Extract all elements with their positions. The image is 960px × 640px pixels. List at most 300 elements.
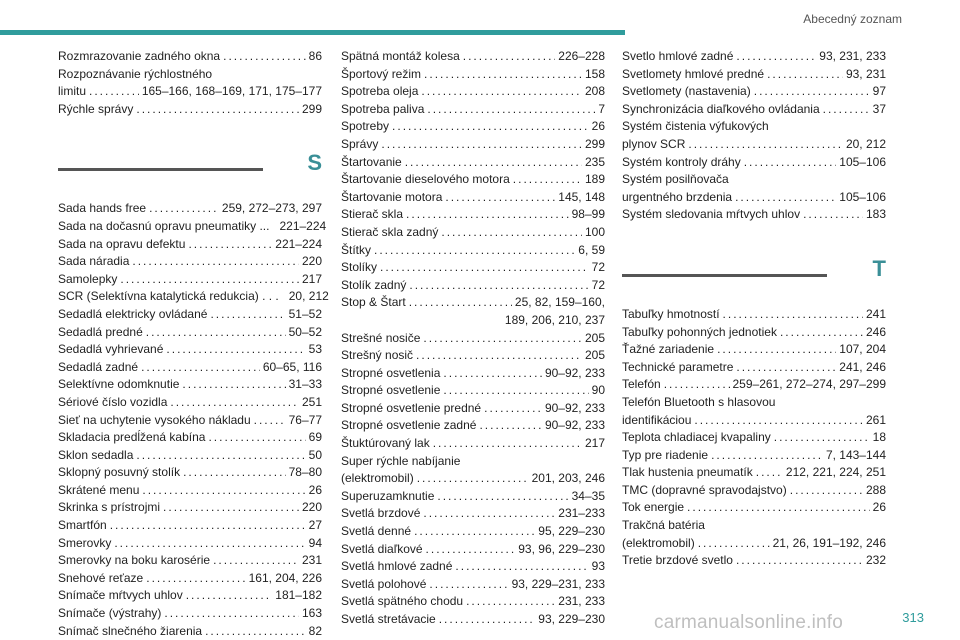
index-entry-pages: 205 <box>584 330 605 345</box>
index-entry-pages: 90 <box>591 383 605 398</box>
index-entry-row <box>58 218 327 236</box>
index-entry-pages: 93, 231, 233 <box>819 49 886 63</box>
dot-leader <box>186 587 273 605</box>
index-entry-label: Sklopný posuvný stolík <box>58 465 181 480</box>
index-entry-line: Systém posilňovača <box>622 172 729 187</box>
index-entry <box>58 394 322 412</box>
index-entry-label: Superuzamknutie <box>341 488 435 503</box>
index-entry-row <box>58 236 322 254</box>
dot-leader <box>426 541 516 559</box>
index-entry-label: Sada na opravu defektu <box>58 236 186 251</box>
index-entry-label: Stropné osvetlenia <box>341 365 441 380</box>
index-entry-label: Správy <box>341 136 379 151</box>
index-entry-pages: 26 <box>308 482 322 497</box>
index-entry-pages: 231 <box>301 553 322 568</box>
index-entry <box>341 136 605 154</box>
index-entry-label: Svetlomety (nastavenia) <box>622 84 751 99</box>
index-entry-pages: 90–92, 233 <box>544 418 605 433</box>
index-entry <box>341 382 605 400</box>
dot-leader <box>374 242 575 260</box>
index-entry-pages: 93, 229–230 <box>538 612 605 626</box>
index-entry <box>58 271 322 289</box>
index-entry-pages: 158 <box>584 66 605 81</box>
index-entry <box>341 330 605 348</box>
index-entry-row <box>341 488 605 506</box>
index-entry-pages: 299 <box>301 101 322 116</box>
index-entry-row <box>58 376 322 394</box>
dot-leader <box>141 359 260 377</box>
index-entry-pages: 31–33 <box>288 377 322 392</box>
index-entry-pages: 189 <box>584 172 605 187</box>
index-entry-row <box>58 447 322 465</box>
index-entry-pages: 69 <box>308 430 322 445</box>
index-entry-label: Svetlá brzdové <box>341 506 421 521</box>
index-entry <box>58 552 322 570</box>
index-entry-label: Stierač skla <box>341 207 404 222</box>
index-entry <box>622 171 886 206</box>
index-entry-row <box>341 206 605 224</box>
index-entry-pages: 212, 221, 224, 251 <box>785 465 886 480</box>
index-entry-row <box>341 101 605 119</box>
index-entry-row <box>58 359 322 377</box>
index-entry-label: Tok energie <box>622 500 685 515</box>
index-entry <box>58 341 322 359</box>
dot-leader <box>790 482 863 500</box>
index-entry-row <box>622 306 886 324</box>
index-entry <box>622 447 886 465</box>
index-entry <box>58 570 322 588</box>
index-entry-row <box>622 499 886 517</box>
index-entry-pages: 7 <box>598 101 605 116</box>
index-entry <box>58 306 322 324</box>
index-entry <box>341 505 605 523</box>
index-entry-pages: 50 <box>308 447 322 462</box>
index-entry-pages: 72 <box>591 277 605 292</box>
index-entry-pages: 165–166, 168–169, 171, 175–177 <box>141 84 322 99</box>
index-entry-row <box>341 400 605 418</box>
dot-leader <box>146 570 245 588</box>
dot-leader <box>254 412 286 430</box>
index-entry-pages: 232 <box>865 553 886 568</box>
index-entry-row <box>58 605 322 623</box>
index-entry <box>341 541 605 559</box>
letter-label: S <box>307 150 322 176</box>
index-entry-label: Sada hands free <box>58 201 147 216</box>
dot-leader <box>756 464 783 482</box>
index-entry <box>622 206 886 224</box>
index-entry-pages: 261 <box>865 412 886 427</box>
index-entry <box>58 288 329 306</box>
index-entry-label: Sériové číslo vozidla <box>58 394 168 409</box>
index-entry-row <box>622 376 886 394</box>
index-entry-label: Rozmrazovanie zadného okna <box>58 49 221 63</box>
index-entry-pages: 93 <box>591 559 605 574</box>
index-entry-row <box>341 136 605 154</box>
index-entry-pages: 7, 143–144 <box>825 447 886 462</box>
index-entry-pages: 299 <box>584 136 605 151</box>
top-accent-bar <box>0 30 625 35</box>
index-entry <box>341 294 605 329</box>
index-entry-pages: 20, 212 <box>845 136 886 151</box>
index-entry-row <box>58 517 322 535</box>
dot-leader <box>416 347 582 365</box>
index-entry-label: Smerovky na boku karosérie <box>58 553 211 568</box>
index-entry-row <box>341 242 605 260</box>
index-entry <box>341 83 605 101</box>
dot-leader <box>427 101 595 119</box>
index-entry-pages: 161, 204, 226 <box>248 570 322 585</box>
dot-leader <box>711 447 823 465</box>
index-entry-pages: 107, 204 <box>839 342 886 357</box>
index-entry-pages: 217 <box>301 271 322 286</box>
index-entry-label: SCR (Selektívna katalytická redukcia) . . . <box>58 289 279 304</box>
index-entry <box>58 447 322 465</box>
index-entry-label: urgentného brzdenia <box>622 189 733 204</box>
index-entry-row <box>341 435 605 453</box>
index-column-1 <box>58 48 329 640</box>
index-entry <box>341 118 605 136</box>
dot-leader <box>717 341 836 359</box>
index-entry <box>58 359 322 377</box>
index-column-2 <box>341 48 605 629</box>
dot-leader <box>188 236 272 254</box>
index-entry <box>58 535 322 553</box>
index-entry-pages: 163 <box>301 606 322 621</box>
dot-leader <box>479 417 542 435</box>
index-entry-pages: 220 <box>301 500 322 515</box>
index-entry-pages: 259–261, 272–274, 297–299 <box>732 377 886 392</box>
index-entry <box>341 206 605 224</box>
index-entry-pages: 25, 82, 159–160, <box>514 295 605 310</box>
index-entry-label: Spotreba oleja <box>341 84 419 99</box>
index-entry-pages: 27 <box>308 518 322 533</box>
index-entry-label: Typ pre riadenie <box>622 447 709 462</box>
index-entry-label: Tabuľky hmotností <box>622 306 720 321</box>
index-entry <box>341 435 605 453</box>
index-entry-row <box>341 382 605 400</box>
dot-leader <box>409 277 588 295</box>
index-entry-row <box>622 206 886 224</box>
dot-leader <box>694 412 863 430</box>
index-entry-row <box>341 505 605 523</box>
index-entry <box>622 482 886 500</box>
index-entry-label: (elektromobil) <box>622 535 695 550</box>
index-entry-line: Telefón Bluetooth s hlasovou <box>622 394 776 409</box>
index-entry-row <box>341 558 605 576</box>
dot-leader <box>687 499 870 517</box>
index-entry-pages: 100 <box>584 224 605 239</box>
dot-leader <box>736 359 836 377</box>
index-entry-row <box>58 324 322 342</box>
index-entry-row <box>622 101 886 119</box>
index-entry-row <box>341 523 605 541</box>
index-entry-pages: 231, 233 <box>558 594 605 609</box>
index-entry-pages: 183 <box>865 207 886 222</box>
index-entry-label: Svetlomety hmlové predné <box>622 66 765 81</box>
index-entry-pages: 60–65, 116 <box>262 359 322 374</box>
index-entry-pages: 26 <box>591 119 605 134</box>
index-entry-label: Tlak hustenia pneumatík <box>622 465 753 480</box>
index-entry-label: Systém kontroly dráhy <box>622 154 741 169</box>
index-entry-pages: 226–228 <box>558 49 605 63</box>
index-entry <box>341 523 605 541</box>
dot-leader <box>166 341 305 359</box>
index-entry <box>622 376 886 394</box>
index-entry-row <box>58 271 322 289</box>
dot-leader <box>89 83 139 101</box>
index-entry-row <box>58 552 322 570</box>
index-entry-row <box>341 541 605 559</box>
index-entry-row <box>58 464 322 482</box>
index-entry-label: Svetlá hmlové zadné <box>341 559 453 574</box>
index-entry-pages: 37 <box>872 101 886 116</box>
index-entry-pages: 90–92, 233 <box>544 365 605 380</box>
index-entry-row <box>341 417 605 435</box>
index-entry-label: limitu <box>58 84 87 99</box>
section-title: Abecedný zoznam <box>803 12 902 26</box>
index-entry-pages: 53 <box>308 342 322 357</box>
index-entry-pages: 98–99 <box>571 207 605 222</box>
letter-heading <box>622 254 886 294</box>
letter-heading <box>58 148 322 188</box>
index-entry-label: Snehové reťaze <box>58 570 144 585</box>
index-entry <box>341 400 605 418</box>
dot-leader <box>417 470 529 488</box>
index-entry-pages: 93, 96, 229–230 <box>518 541 605 556</box>
index-entry-row <box>58 341 322 359</box>
dot-leader <box>437 488 568 506</box>
dot-leader <box>735 189 836 207</box>
index-entry-pages: 76–77 <box>288 412 322 427</box>
index-entry <box>341 242 605 260</box>
index-entry-label: Smerovky <box>58 535 112 550</box>
index-entry <box>622 499 886 517</box>
index-entry-label: Stropné osvetlenie predné <box>341 400 482 415</box>
index-entry <box>622 66 886 84</box>
index-entry-pages: 205 <box>584 348 605 363</box>
index-entry-pages: 93, 229–231, 233 <box>511 576 605 591</box>
index-entry-row <box>58 499 322 517</box>
index-entry-pages: 288 <box>865 482 886 497</box>
index-entry-row <box>622 482 886 500</box>
index-entry-row <box>341 259 605 277</box>
index-entry-row <box>58 587 322 605</box>
index-entry <box>622 48 886 66</box>
index-entry <box>622 429 886 447</box>
index-entry-label: Svetlá denné <box>341 524 412 539</box>
index-entry <box>341 453 605 488</box>
index-entry-label: Štartovanie dieselového motora <box>341 172 510 187</box>
index-entry-label: TMC (dopravné spravodajstvo) <box>622 482 787 497</box>
index-entry <box>341 347 605 365</box>
index-entry-row <box>341 224 605 242</box>
index-entry-row <box>341 83 605 101</box>
index-entry-pages: 50–52 <box>288 324 322 339</box>
dot-leader <box>754 83 870 101</box>
index-entry-row <box>622 324 886 342</box>
index-entry-row <box>622 429 886 447</box>
index-entry-row <box>341 294 605 312</box>
index-entry-label: Technické parametre <box>622 359 734 374</box>
index-entry-row <box>341 48 605 66</box>
dot-leader <box>823 101 870 119</box>
index-entry-label: Štuktúrovaný lak <box>341 436 430 451</box>
index-entry-pages: 6, 59 <box>578 242 605 257</box>
dot-leader <box>223 48 306 66</box>
index-entry-label: Stropné osvetlenie zadné <box>341 418 477 433</box>
dot-leader <box>406 206 569 224</box>
index-entry-pages: 241 <box>865 306 886 321</box>
index-entry-pages: 51–52 <box>288 306 322 321</box>
index-entry-row <box>622 552 886 570</box>
index-entry-label: Sada na dočasnú opravu pneumatiky ... <box>58 218 270 233</box>
index-entry-row <box>622 359 886 377</box>
index-entry-label: Tretie brzdové svetlo <box>622 553 733 568</box>
index-entry <box>341 558 605 576</box>
index-entry-label: Svetlá diaľkové <box>341 541 423 556</box>
index-entry-pages: 145, 148 <box>558 189 605 204</box>
index-entry-label: Strešné nosiče <box>341 330 421 345</box>
index-entry-label: Spotreby <box>341 119 390 134</box>
index-entry-label: Stierač skla zadný <box>341 224 439 239</box>
dot-leader <box>736 552 863 570</box>
index-entry-label: Stop & Štart <box>341 295 406 310</box>
index-entry-pages: 72 <box>591 260 605 275</box>
dot-leader <box>513 171 582 189</box>
dot-leader <box>445 189 555 207</box>
index-entry <box>622 154 886 172</box>
index-entry-pages: 21, 26, 191–192, 246 <box>772 535 886 550</box>
index-entry <box>341 171 605 189</box>
index-entry <box>622 101 886 119</box>
index-entry-label: Sedadlá vyhrievané <box>58 342 164 357</box>
dot-leader <box>120 271 299 289</box>
letter-rule <box>58 168 263 171</box>
index-entry-line: Systém čistenia výfukových <box>622 119 769 134</box>
dot-leader <box>423 505 555 523</box>
index-entry <box>622 306 886 324</box>
index-entry-pages: 86 <box>308 49 322 63</box>
index-entry-row <box>622 464 886 482</box>
index-entry-label: (elektromobil) <box>341 471 414 486</box>
dot-leader <box>443 382 588 400</box>
index-entry <box>622 394 886 429</box>
index-entry-pages: 78–80 <box>288 465 322 480</box>
index-entry <box>58 412 322 430</box>
dot-leader <box>484 400 542 418</box>
index-entry-label: Sedadlá elektricky ovládané <box>58 306 208 321</box>
index-entry <box>58 218 327 236</box>
index-entry-row <box>341 576 605 594</box>
index-entry-pages: 246 <box>865 324 886 339</box>
index-entry-row <box>58 253 322 271</box>
index-entry <box>58 324 322 342</box>
index-entry <box>58 101 322 119</box>
index-entry <box>341 277 605 295</box>
index-entry <box>622 552 886 570</box>
index-entry-row <box>58 623 322 640</box>
dot-leader <box>423 330 582 348</box>
index-entry-label: Spotreba paliva <box>341 101 425 116</box>
index-entry <box>341 66 605 84</box>
dot-leader <box>429 576 508 594</box>
index-entry <box>58 623 322 640</box>
index-entry <box>341 224 605 242</box>
index-entry-label: Systém sledovania mŕtvych uhlov <box>622 207 801 222</box>
index-entry-row <box>58 429 322 447</box>
index-entry-row <box>58 288 329 306</box>
index-entry-pages: 26 <box>872 500 886 515</box>
letter-label: T <box>872 255 886 281</box>
index-entry-row <box>341 593 605 611</box>
index-entry <box>341 417 605 435</box>
index-entry-pages: 82 <box>308 623 322 638</box>
index-entry-label: Strešný nosič <box>341 348 414 363</box>
index-entry <box>58 429 322 447</box>
index-entry-label: Štartovanie <box>341 154 402 169</box>
dot-leader <box>744 154 837 172</box>
index-entry-row <box>58 83 322 101</box>
index-entry-row <box>58 48 322 66</box>
index-entry-row <box>341 66 605 84</box>
index-entry <box>341 611 605 629</box>
dot-leader <box>205 623 306 640</box>
index-entry <box>341 189 605 207</box>
dot-leader <box>149 200 219 218</box>
dot-leader <box>136 447 305 465</box>
index-entry-label: Skrinka s prístrojmi <box>58 500 161 515</box>
index-entry-pages: 251 <box>301 394 322 409</box>
index-entry-row <box>58 200 322 218</box>
index-entry-pages: 90–92, 233 <box>544 400 605 415</box>
index-entry-row <box>341 611 605 629</box>
index-entry-label: Sieť na uchytenie vysokého nákladu <box>58 412 251 427</box>
index-entry-label: plynov SCR <box>622 136 686 151</box>
index-entry-pages: 259, 272–273, 297 <box>221 201 322 216</box>
dot-leader <box>164 605 299 623</box>
dot-leader <box>132 253 299 271</box>
index-entry <box>58 605 322 623</box>
index-entry-pages: 208 <box>584 84 605 99</box>
index-entry-line: Trakčná batéria <box>622 518 705 533</box>
dot-leader <box>774 429 870 447</box>
index-entry <box>58 499 322 517</box>
index-entry <box>341 154 605 172</box>
dot-leader <box>182 376 285 394</box>
index-entry-row <box>622 83 886 101</box>
index-entry <box>622 359 886 377</box>
watermark: carmanualsonline.info <box>654 612 844 633</box>
index-entry <box>341 259 605 277</box>
page-number: 313 <box>902 610 924 625</box>
index-entry-row <box>622 66 886 84</box>
dot-leader <box>392 118 589 136</box>
index-entry-label: Selektívne odomknutie <box>58 377 180 392</box>
index-entry-pages: 34–35 <box>571 488 605 503</box>
index-entry-line: Super rýchle nabíjanie <box>341 453 461 468</box>
dot-leader <box>114 535 305 553</box>
dot-leader <box>210 306 285 324</box>
dot-leader <box>142 482 305 500</box>
index-entry-label: Svetlá stretávacie <box>341 612 436 626</box>
dot-leader <box>803 206 863 224</box>
index-entry-label: Rýchle správy <box>58 101 134 116</box>
index-entry-label: Sedadlá zadné <box>58 359 139 374</box>
index-entry-row <box>58 101 322 119</box>
index-entry-pages: 20, 212 <box>288 289 329 304</box>
dot-leader <box>455 558 588 576</box>
index-entry-label: Stropné osvetlenie <box>341 383 441 398</box>
